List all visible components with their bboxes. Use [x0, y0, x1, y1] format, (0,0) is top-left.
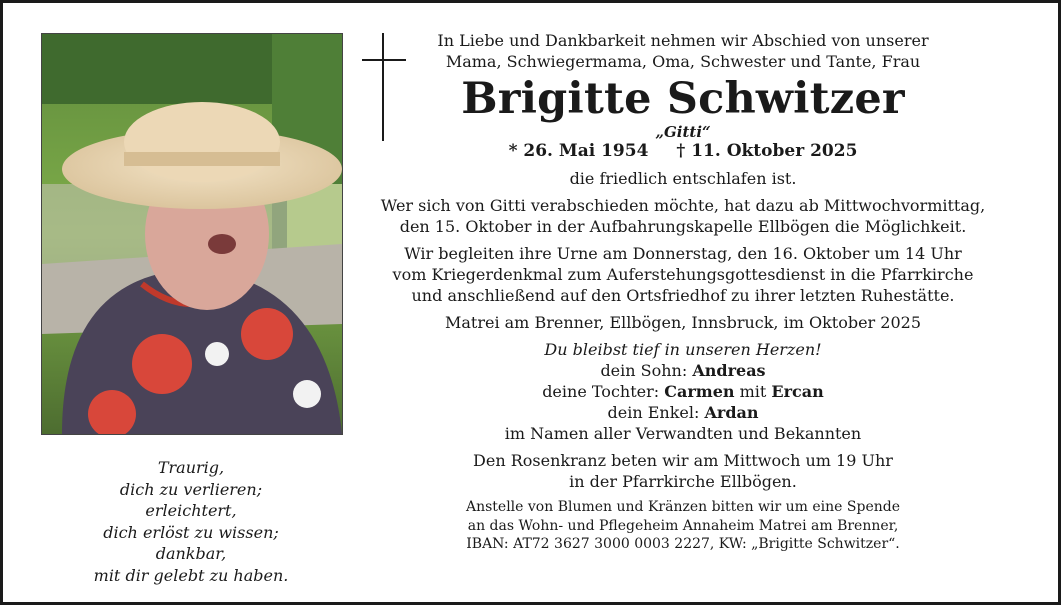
rosary-line: Den Rosenkranz beten wir am Mittwoch um 19 Uhr — [473, 451, 893, 470]
family-daughter — [363, 381, 1003, 402]
donation-line: an das Wohn- und Pflegeheim Annaheim Matrei am Brenner, — [467, 517, 899, 534]
burial-line: und anschließend auf den Ortsfriedhof zu ihrer letzten Ruhestätte. — [411, 286, 955, 305]
son-name: Andreas — [692, 361, 766, 380]
rosary-line: in der Pfarrkirche Ellbögen. — [569, 472, 797, 491]
poem-line: erleichtert, — [145, 501, 237, 520]
place-date: Matrei am Brenner, Ellbögen, Innsbruck, im Oktober 2025 — [444, 313, 922, 332]
family-son — [363, 360, 1003, 381]
birth-date: * 26. Mai 1954 — [508, 141, 649, 161]
motto: Du bleibst tief in unseren Herzen! — [544, 340, 822, 359]
intro-line: Mama, Schwiegermama, Oma, Schwester und Tante, Frau — [445, 52, 921, 71]
burial-line: Wir begleiten ihre Urne am Donnerstag, den 16. Oktober um 14 Uhr — [404, 244, 962, 263]
son-label: dein Sohn: — [600, 361, 688, 380]
donation-line: Anstelle von Blumen und Kränzen bitten wir um eine Spende — [465, 499, 901, 515]
daughter-name: Carmen — [664, 382, 735, 401]
family-grandson — [363, 402, 1003, 423]
partner-name: Ercan — [771, 382, 824, 401]
poem-line: Traurig, — [157, 458, 225, 477]
farewell-line: den 15. Oktober in der Aufbahrungskapelle Ellbögen die Möglichkeit. — [399, 217, 967, 236]
donation-line: IBAN: AT72 3627 3000 0003 2227, KW: „Brigitte Schwitzer“. — [466, 536, 900, 552]
intro-line: In Liebe und Dankbarkeit nehmen wir Abschied von unserer — [437, 31, 929, 50]
poem-line: dich zu verlieren; — [119, 479, 263, 499]
nickname: „Gitti“ — [655, 123, 711, 141]
obituary-text — [363, 30, 1003, 554]
passed-line: die friedlich entschlafen ist. — [569, 169, 797, 188]
poem-line: dankbar, — [155, 544, 227, 563]
portrait-image — [42, 34, 342, 434]
death-date: † 11. Oktober 2025 — [676, 141, 858, 161]
poem-line: mit dir gelebt zu haben. — [93, 565, 289, 585]
poem-line: dich erlöst zu wissen; — [103, 522, 279, 542]
poem — [41, 457, 341, 586]
grandson-name: Ardan — [704, 403, 759, 422]
life-dates — [363, 140, 1003, 162]
daughter-label: deine Tochter: — [542, 382, 660, 401]
farewell-line: Wer sich von Gitti verabschieden möchte, hat dazu ab Mittwochvormittag, — [380, 196, 986, 215]
burial-line: vom Kriegerdenkmal zum Auferstehungsgottesdienst in die Pfarrkirche — [392, 265, 974, 284]
deceased-name: Brigitte Schwitzer — [461, 74, 905, 124]
portrait-photo — [41, 33, 343, 435]
with-word: mit — [739, 382, 767, 401]
family-others: im Namen aller Verwandten und Bekannten — [504, 424, 862, 443]
grandson-label: dein Enkel: — [607, 403, 700, 422]
